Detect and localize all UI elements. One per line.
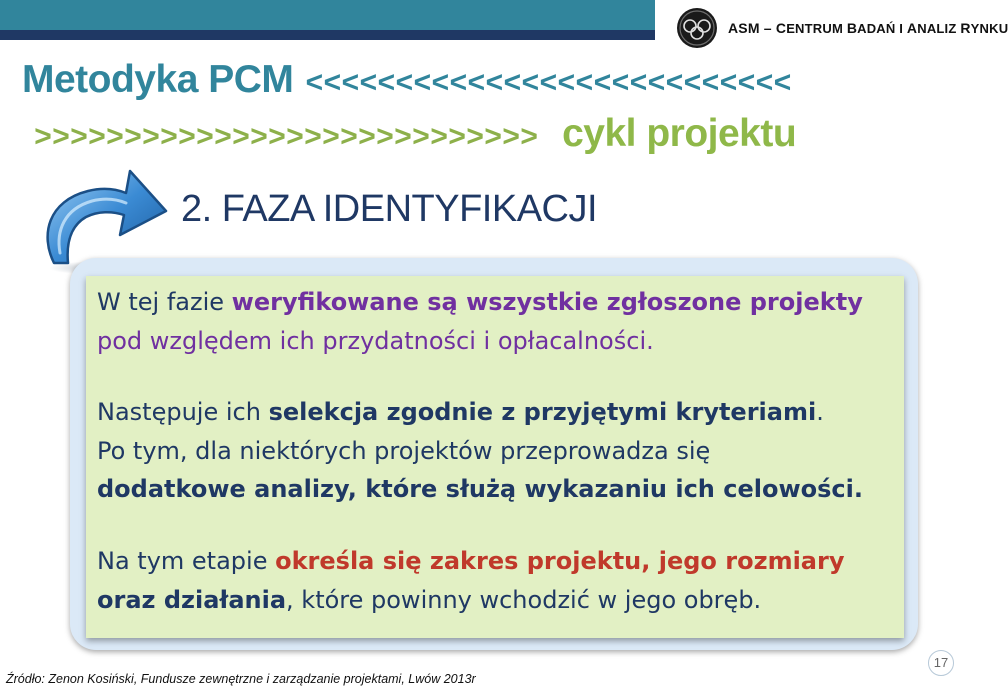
- title-left-arrows: <<<<<<<<<<<<<<<<<<<<<<<<<<<: [305, 68, 792, 102]
- paragraph-1: W tej fazie weryfikowane są wszystkie zgłoszone projekty pod względem ich przydatności i opłacalności.: [97, 288, 863, 355]
- header-bar: [0, 0, 655, 30]
- brand-name: ASM – CENTRUM BADAŃ I ANALIZ RYNKU: [728, 20, 1008, 36]
- asm-logo-icon: [676, 7, 718, 49]
- header-bar-accent: [0, 30, 655, 40]
- title-sub: cykl projektu: [562, 112, 797, 155]
- page-number: 17: [928, 650, 954, 676]
- source-citation: Źródło: Zenon Kosiński, Fundusze zewnętrzne i zarządzanie projektami, Lwów 2013r: [6, 672, 476, 686]
- title-right-arrows: >>>>>>>>>>>>>>>>>>>>>>>>>>>>: [34, 122, 539, 156]
- slide-subtitle: [34, 112, 796, 156]
- phase-title: 2. FAZA IDENTYFIKACJI: [181, 188, 598, 230]
- paragraph-2: Następuje ich selekcja zgodnie z przyjętymi kryteriami. Po tym, dla niektórych projektów przeprowadza się dodatkowe analizy, które służą wykazaniu ich celowości.: [97, 398, 863, 503]
- slide-title: [22, 58, 791, 102]
- paragraph-3: Na tym etapie określa się zakres projektu, jego rozmiary oraz działania, które powinny wchodzić w jego obręb.: [97, 547, 845, 614]
- title-main: Metodyka PCM: [22, 58, 294, 101]
